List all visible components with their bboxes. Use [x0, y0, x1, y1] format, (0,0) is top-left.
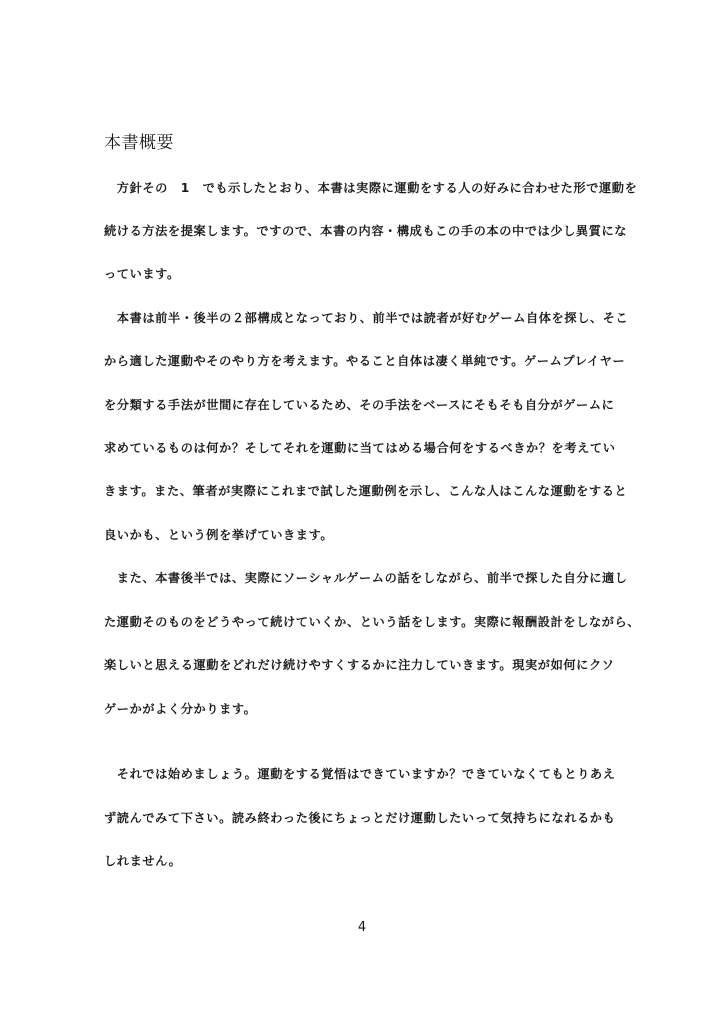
page-number: 4 — [357, 920, 367, 935]
section-heading: 本書概要 — [104, 133, 174, 153]
paragraph-line: を分類する手法が世間に存在しているため、その手法をベースにそもそも自分がゲームに — [104, 398, 615, 412]
paragraph-line: 方針その 1 でも示したとおり、本書は実際に運動をする人の好みに合わせた形で運動を — [104, 181, 638, 195]
paragraph-line: っています。 — [104, 267, 180, 281]
paragraph-line: 良いかも、という例を挙げていきます。 — [104, 528, 334, 542]
paragraph-line: から適した運動やそのやり方を考えます。やること自体は凄く単純です。ゲームプレイヤー — [104, 354, 626, 368]
paragraph-line: 続ける方法を提案します。ですので、本書の内容・構成もこの手の本の中では少し異質にな — [104, 224, 628, 238]
paragraph-line: 楽しいと思える運動をどれだけ続けやすくするかに注力していきます。現実が如何にクソ — [104, 658, 615, 672]
paragraph-line: ず読んでみて下さい。読み終わった後にちょっとだけ運動したいって気持ちになれるかも — [104, 811, 616, 825]
paragraph-line: きます。また、筆者が実際にこれまで試した運動例を示し、こんな人はこんな運動をすると — [104, 484, 628, 498]
paragraph-line: それでは始めましょう。運動をする覚悟はできていますか？できていなくてもとりあえ — [104, 767, 616, 781]
paragraph-line: 求めているものは何か？そしてそれを運動に当てはめる場合何をするべきか？を考えてい — [104, 441, 616, 455]
paragraph-line: また、本書後半では、実際にソーシャルゲームの話をしながら、前半で探した自分に適し — [104, 571, 628, 585]
paragraph-line: しれません。 — [104, 854, 182, 868]
paragraph-line: ゲーかがよく分かります。 — [104, 702, 257, 716]
paragraph-line: 本書は前半・後半の２部構成となっており、前半では読者が好むゲーム自体を探し、そこ — [104, 311, 629, 325]
paragraph-line: た運動そのものをどうやって続けていくか、という話をします。実際に報酬設計をしながら、 — [104, 615, 641, 629]
